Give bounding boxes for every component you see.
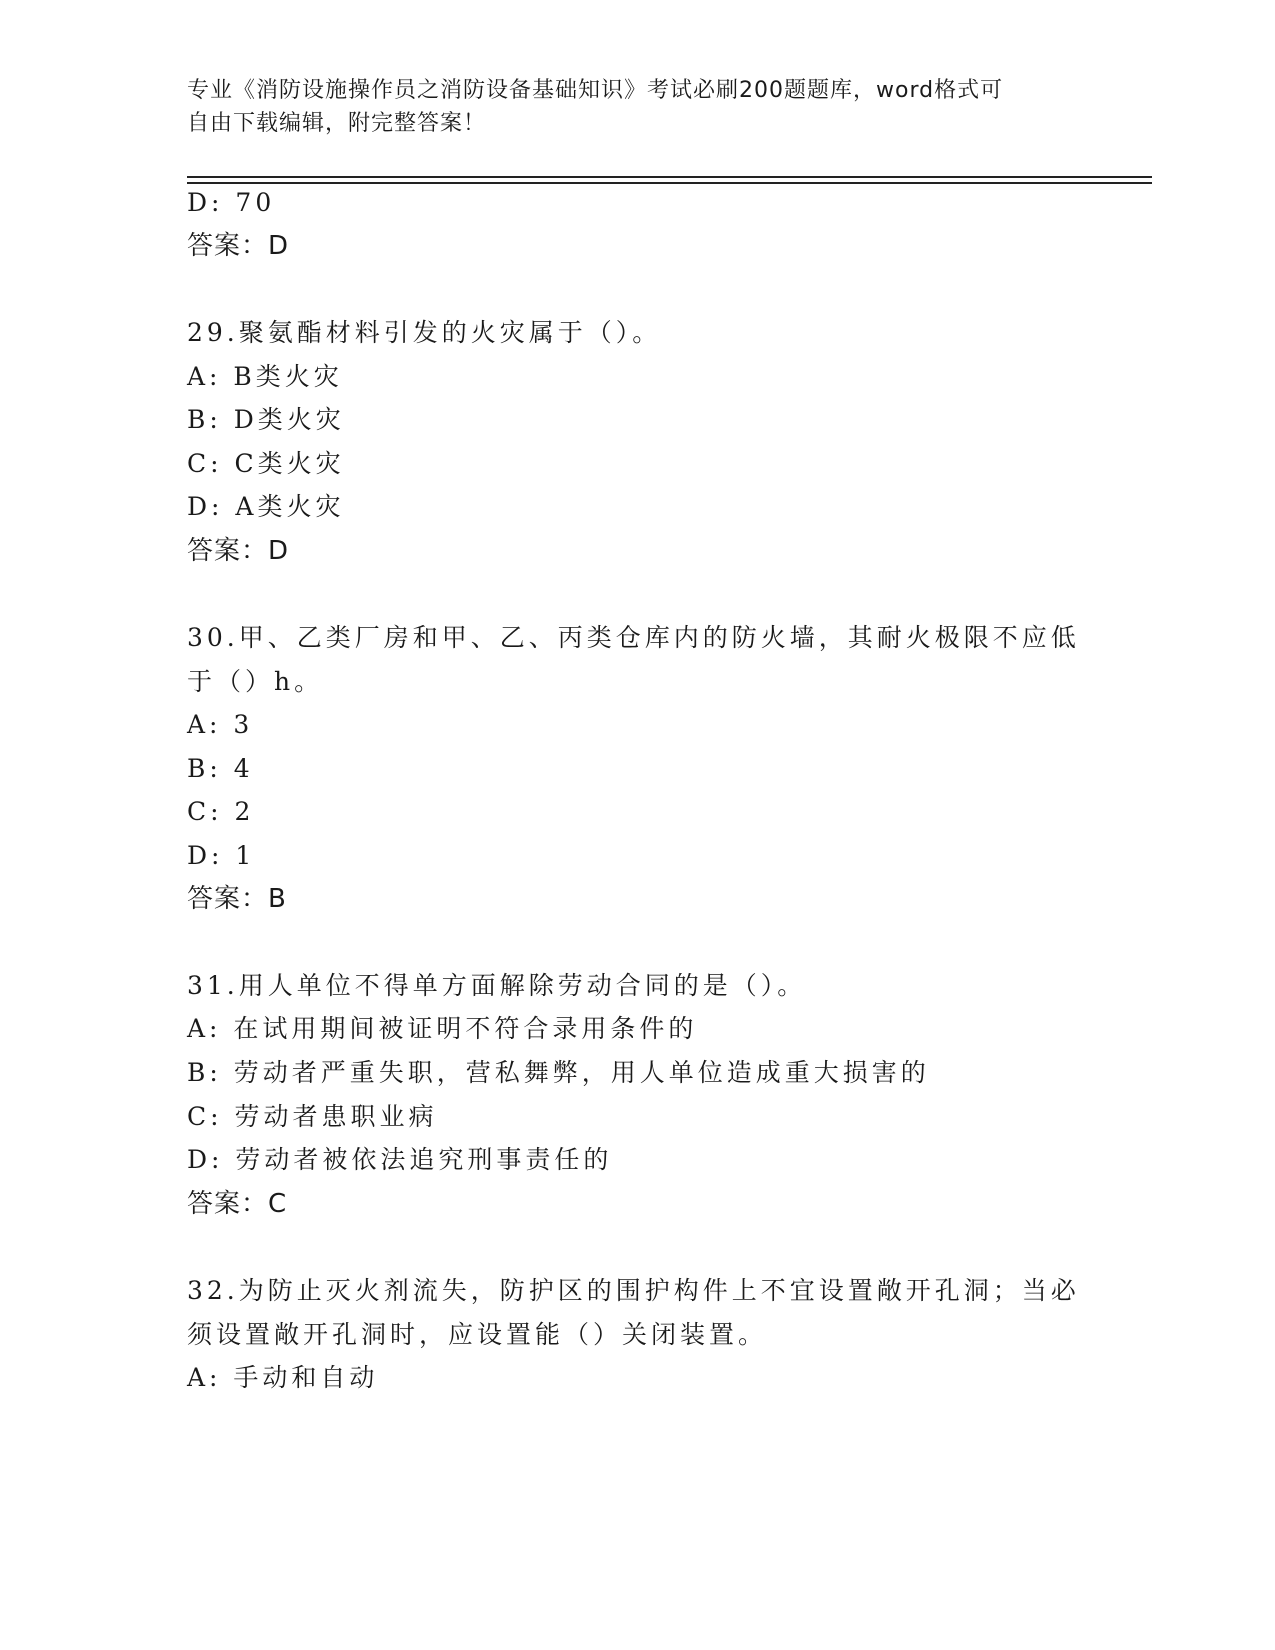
header-line-1: 专业《消防设施操作员之消防设备基础知识》考试必刷200题题库，word格式可 [187,78,1004,103]
question-29: 29.聚氨酯材料引发的火灾属于（）。 [187,318,662,347]
question-30: 30.甲、乙类厂房和甲、乙、丙类仓库内的防火墙，其耐火极限不应低 [187,623,1080,652]
header-line-2: 自由下载编辑，附完整答案！ [187,111,487,136]
header-divider-top [187,176,1152,178]
option-a: A: 3 [187,710,254,739]
option-d: D: A类火灾 [187,492,345,521]
option-d: D: 劳动者被依法追究刑事责任的 [187,1145,613,1174]
answer-line: 答案：C [187,1189,288,1219]
question-31: 31.用人单位不得单方面解除劳动合同的是（）。 [187,971,807,1000]
answer-line: 答案：D [187,231,290,261]
option-c: C: 2 [187,797,255,826]
option-d: D: 1 [187,841,256,870]
option-c: C: 劳动者患职业病 [187,1102,438,1131]
option-a: A: 手动和自动 [187,1363,379,1392]
option-d: D: 70 [187,188,276,217]
option-b: B: 4 [187,754,254,783]
option-c: C: C类火灾 [187,449,345,478]
answer-line: 答案：D [187,536,290,566]
option-b: B: 劳动者严重失职，营私舞弊，用人单位造成重大损害的 [187,1058,930,1087]
option-b: B: D类火灾 [187,405,345,434]
question-32: 32.为防止灭火剂流失，防护区的围护构件上不宜设置敞开孔洞；当必 [187,1276,1080,1305]
question-30-continued: 于（）h。 [187,667,324,696]
page-header [187,74,1087,140]
question-32-continued: 须设置敞开孔洞时，应设置能（）关闭装置。 [187,1320,768,1349]
header-divider-bottom [187,182,1152,184]
option-a: A: B类火灾 [187,362,343,391]
option-a: A: 在试用期间被证明不符合录用条件的 [187,1014,698,1043]
answer-line: 答案：B [187,884,287,914]
